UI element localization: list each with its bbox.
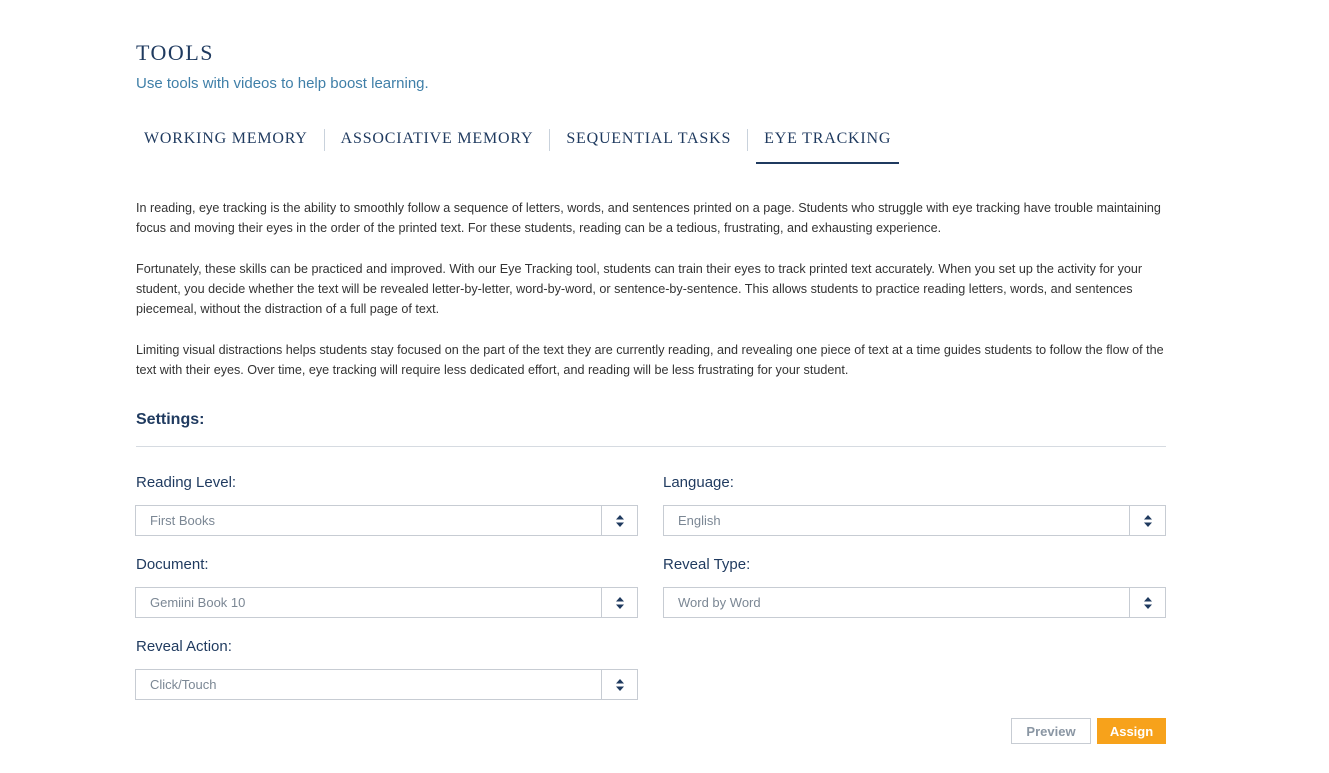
reveal-type-label: Reveal Type: xyxy=(663,556,751,573)
reveal-type-value: Word by Word xyxy=(678,595,761,610)
document-value: Gemiini Book 10 xyxy=(150,595,246,610)
tab-working-memory[interactable]: WORKING MEMORY xyxy=(144,130,308,147)
settings-divider xyxy=(136,446,1166,447)
page-title: TOOLS xyxy=(136,40,214,65)
sort-arrows-icon xyxy=(601,506,637,535)
sort-arrows-icon xyxy=(1129,588,1165,617)
description-paragraph-2: Fortunately, these skills can be practiced and improved. With our Eye Tracking tool, students can train their eyes to track printed text accurately. When you set up the activity for your student, you decide whether the text will be revealed letter-by-letter, word-by-word, or sentence-by-sentence. This allows students to practice reading letters, words, and sentences piecemeal, without the distraction of a full page of text. xyxy=(136,262,1143,316)
language-select[interactable] xyxy=(663,505,1166,536)
preview-button[interactable]: Preview xyxy=(1011,718,1091,744)
sort-arrows-icon xyxy=(601,588,637,617)
settings-heading: Settings: xyxy=(136,411,205,428)
sort-arrows-icon xyxy=(1129,506,1165,535)
tab-eye-tracking[interactable]: EYE TRACKING xyxy=(756,124,899,164)
tab-associative-memory[interactable]: ASSOCIATIVE MEMORY xyxy=(340,130,534,147)
reveal-action-select[interactable] xyxy=(135,669,638,700)
reveal-type-select[interactable] xyxy=(663,587,1166,618)
tab-divider xyxy=(747,129,748,151)
sort-arrows-icon xyxy=(601,670,637,699)
tab-sequential-tasks[interactable]: SEQUENTIAL TASKS xyxy=(566,130,732,147)
document-label: Document: xyxy=(136,556,209,573)
description-paragraph-3: Limiting visual distractions helps students stay focused on the part of the text they are currently reading, and revealing one piece of text at a time guides students to follow the flow of the text with their eyes. Over time, eye tracking will require less dedicated effort, and reading will be less frustrating for your student. xyxy=(136,343,1164,377)
reveal-action-value: Click/Touch xyxy=(150,677,217,692)
document-select[interactable] xyxy=(135,587,638,618)
reading-level-select[interactable] xyxy=(135,505,638,536)
page-subtitle: Use tools with videos to help boost learning. xyxy=(136,75,429,92)
description-paragraph-1: In reading, eye tracking is the ability to smoothly follow a sequence of letters, words, and sentences printed on a page. Students who struggle with eye tracking have trouble maintaining focus and moving their eyes in the order of the printed text. For these students, reading can be a tedious, frustrating, and exhausting experience. xyxy=(136,201,1161,235)
assign-button[interactable]: Assign xyxy=(1097,718,1166,744)
reading-level-label: Reading Level: xyxy=(136,474,237,491)
reveal-action-label: Reveal Action: xyxy=(136,638,232,655)
tab-divider xyxy=(549,129,550,151)
reading-level-value: First Books xyxy=(150,513,216,528)
language-label: Language: xyxy=(663,474,734,491)
language-value: English xyxy=(678,513,721,528)
tool-tabs xyxy=(136,124,899,164)
tab-divider xyxy=(324,129,325,151)
